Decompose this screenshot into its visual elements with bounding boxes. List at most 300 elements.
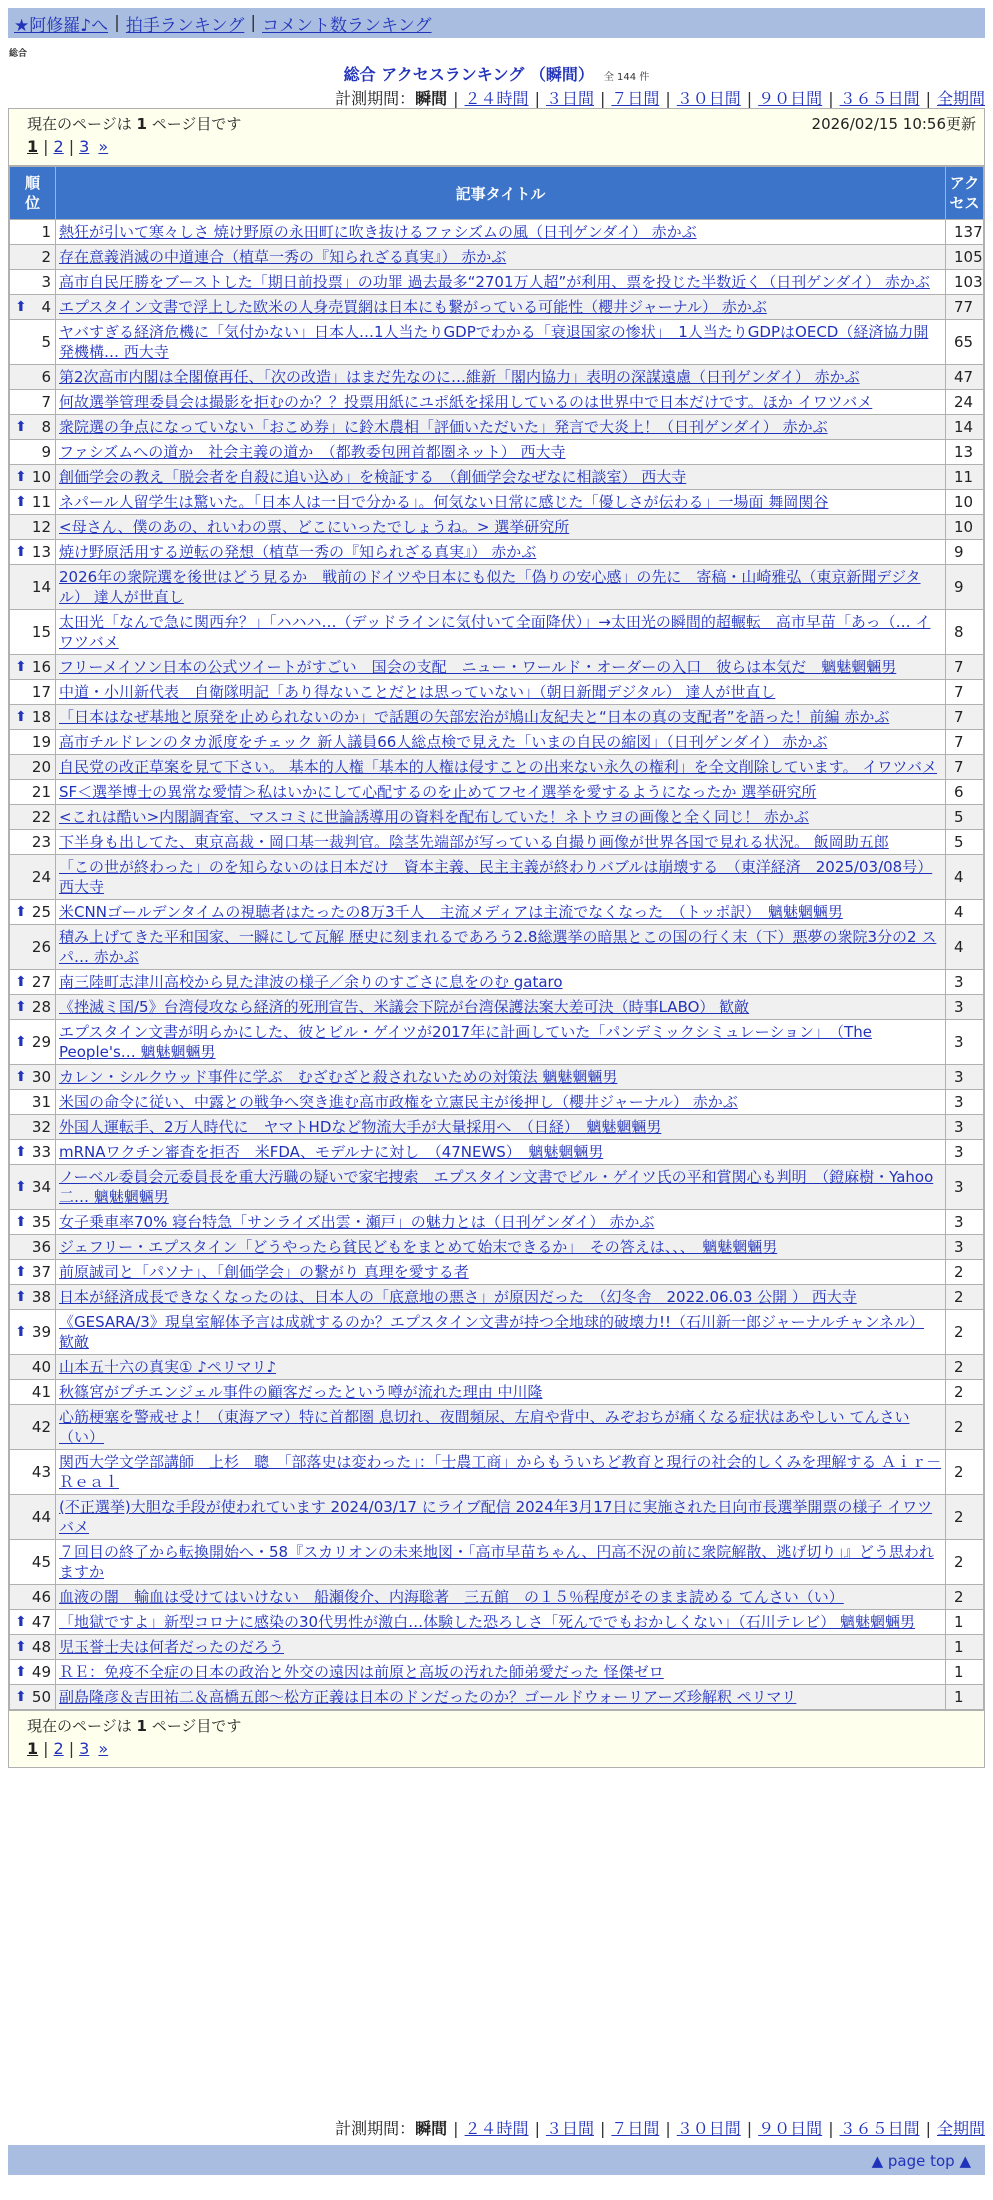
article-title-link[interactable]: 創価学会の教え「脱会者を自殺に追い込め」を検証する （創価学会なぜなに相談室） 西大寺 xyxy=(59,468,687,486)
access-count-cell: 6 xyxy=(946,780,984,805)
table-row xyxy=(10,1635,984,1660)
title-cell xyxy=(56,295,946,320)
access-count-cell: 10 xyxy=(946,490,984,515)
pager-page-2[interactable]: 2 xyxy=(53,1739,64,1758)
table-row xyxy=(10,1540,984,1585)
up-arrow-icon: ⬆ xyxy=(15,974,27,990)
rank-cell xyxy=(10,1405,56,1450)
table-row xyxy=(10,490,984,515)
article-title-link[interactable]: 積み上げてきた平和国家、一瞬にして瓦解 歴史に刻まれるであろう2.8総選挙の暗黒とこの国の行く末（下）悪夢の衆院3分の2 スパ… 赤かぶ xyxy=(59,928,937,966)
rank-cell xyxy=(10,855,56,900)
title-cell xyxy=(56,1685,946,1710)
rank-cell xyxy=(10,1635,56,1660)
rank-cell xyxy=(10,320,56,365)
rank-cell xyxy=(10,1090,56,1115)
rank-cell xyxy=(10,1450,56,1495)
article-title-link[interactable]: 米国の命令に従い、中露との戦争へ突き進む高市政権を立憲民主が後押し（櫻井ジャーナル） 赤かぶ xyxy=(59,1093,738,1111)
access-count-cell: 14 xyxy=(946,415,984,440)
rank-number: 39 xyxy=(31,1323,51,1341)
article-title-link[interactable]: 高市チルドレンのタカ派度をチェック 新人議員66人総点検で見えた「いまの自民の縮図」（日刊ゲンダイ） 赤かぶ xyxy=(59,733,828,751)
updated-timestamp: 2026/02/15 10:56更新 xyxy=(811,115,976,133)
rank-number: 23 xyxy=(31,833,51,851)
title-cell xyxy=(56,320,946,365)
table-row xyxy=(10,705,984,730)
rank-number: 50 xyxy=(31,1688,51,1706)
up-arrow-icon: ⬆ xyxy=(15,1034,27,1050)
article-title-link[interactable]: フリーメイソン日本の公式ツイートがすごい 国会の支配 ニュー・ワールド・オーダーの入口 彼らは本気だ 魑魅魍魎男 xyxy=(59,658,897,676)
rank-cell xyxy=(10,680,56,705)
table-row xyxy=(10,320,984,365)
title-cell xyxy=(56,1065,946,1090)
rank-cell xyxy=(10,1065,56,1090)
access-count-cell: 3 xyxy=(946,1165,984,1210)
article-title-link[interactable]: <これは酷い>内閣調査室、マスコミに世論誘導用の資料を配布していた！ネトウヨの画像と全く同じ！ 赤かぶ xyxy=(59,808,809,826)
ranking-container xyxy=(8,108,985,1768)
title-cell xyxy=(56,1450,946,1495)
rank-number: 45 xyxy=(31,1553,51,1571)
pager-next-link[interactable]: » xyxy=(98,1739,109,1758)
access-count-cell: 5 xyxy=(946,830,984,855)
table-row xyxy=(10,1380,984,1405)
rank-number: 42 xyxy=(31,1418,51,1436)
rank-number: 3 xyxy=(41,273,51,291)
access-count-cell: 3 xyxy=(946,1020,984,1065)
rank-cell xyxy=(10,995,56,1020)
rank-number: 22 xyxy=(31,808,51,826)
article-title-link[interactable]: mRNAワクチン審査を拒否 米FDA、モデルナに対し （47NEWS） 魑魅魍魎男 xyxy=(59,1143,604,1161)
access-count-cell: 1 xyxy=(946,1685,984,1710)
article-title-link[interactable]: ノーベル委員会元委員長を重大汚職の疑いで家宅捜索 エプスタイン文書でビル・ゲイツ氏の平和賞関心も判明 （鐙麻樹・Yahoo二… 魑魅魍魎男 xyxy=(59,1168,934,1206)
title-cell xyxy=(56,1380,946,1405)
access-count-cell: 7 xyxy=(946,705,984,730)
rank-cell xyxy=(10,970,56,995)
rank-cell xyxy=(10,490,56,515)
period-current: 瞬間 xyxy=(415,89,448,108)
article-title-link[interactable]: カレン・シルクウッド事件に学ぶ むざむざと殺されないための対策法 魑魅魍魎男 xyxy=(59,1068,618,1086)
article-title-link[interactable]: 「日本はなぜ基地と原発を止められないのか」で話題の矢部宏治が鳩山友紀夫と“日本の真の支配者”を語った！前編 赤かぶ xyxy=(59,708,890,726)
page-title-text: 総合 アクセスランキング （瞬間） xyxy=(343,65,594,84)
access-count-cell: 3 xyxy=(946,1115,984,1140)
table-row xyxy=(10,515,984,540)
table-row xyxy=(10,390,984,415)
rank-number: 28 xyxy=(31,998,51,1016)
up-arrow-icon: ⬆ xyxy=(15,1689,27,1705)
rank-number: 21 xyxy=(31,783,51,801)
period-link-4[interactable]: ９０日間 xyxy=(758,89,823,108)
table-row xyxy=(10,995,984,1020)
period-label: 計測期間： xyxy=(335,89,416,108)
table-row xyxy=(10,1235,984,1260)
table-row xyxy=(10,1020,984,1065)
rank-number: 37 xyxy=(31,1263,51,1281)
current-page-text-bottom: 現在のページは 1 ページ目です xyxy=(27,1717,242,1735)
rank-number: 32 xyxy=(31,1118,51,1136)
rank-cell xyxy=(10,1310,56,1355)
rank-cell xyxy=(10,390,56,415)
article-title-link[interactable]: 太田光「なんで急に関西弁？」「ハハハ…（デッドラインに気付いて全面降伏）」→太田光の瞬間的超輾転 高市早苗「あっ（… イワツバメ xyxy=(59,613,931,651)
pager-page-3[interactable]: 3 xyxy=(79,137,90,156)
period-separator: | xyxy=(925,2119,931,2138)
table-row xyxy=(10,655,984,680)
title-cell xyxy=(56,925,946,970)
title-cell xyxy=(56,1540,946,1585)
rank-column-header: 順位 xyxy=(10,167,56,220)
access-count-cell: 7 xyxy=(946,655,984,680)
up-arrow-icon: ⬆ xyxy=(15,1069,27,1085)
pager-next-link[interactable]: » xyxy=(98,137,109,156)
period-separator: | xyxy=(453,89,459,108)
period-separator: | xyxy=(599,89,606,108)
article-title-link[interactable]: エプスタイン文書で浮上した欧米の人身売買網は日本にも繋がっている可能性（櫻井ジャーナル） 赤かぶ xyxy=(59,298,767,316)
rank-cell xyxy=(10,1495,56,1540)
title-cell xyxy=(56,855,946,900)
up-arrow-icon: ⬆ xyxy=(15,1614,27,1630)
article-title-link[interactable]: ヤバすぎる経済危機に「気付かない」日本人…1人当たりGDPでわかる「衰退国家の惨状」 1人当たりGDPはOECD（経済協力開発機構… 西大寺 xyxy=(59,323,929,361)
pager-bottom xyxy=(27,1739,108,1758)
period-link-6[interactable]: 全期間 xyxy=(936,2119,985,2138)
period-link-0[interactable]: ２４時間 xyxy=(464,2119,529,2138)
article-title-link[interactable]: 前原誠司と「パソナ」、「創価学会」の繋がり 真理を愛する者 xyxy=(59,1263,469,1281)
article-title-link[interactable]: エプスタイン文書が明らかにした、彼とビル・ゲイツが2017年に計画していた「パンデミックシミュレーション」 （The People's… 魑魅魍魎男 xyxy=(59,1023,872,1061)
rank-number: 7 xyxy=(41,393,51,411)
rank-number: 40 xyxy=(31,1358,51,1376)
rank-number: 18 xyxy=(31,708,51,726)
rank-number: 2 xyxy=(41,248,51,266)
title-cell xyxy=(56,220,946,245)
title-cell xyxy=(56,365,946,390)
article-title-link[interactable]: 秋篠宮がプチエンジェル事件の顧客だったという噂が流れた理由 中川隆 xyxy=(59,1383,543,1401)
access-count-cell: 103 xyxy=(946,270,984,295)
rank-cell xyxy=(10,655,56,680)
count-column-header: アクセス xyxy=(946,167,984,220)
article-title-link[interactable]: 高市自民圧勝をブーストした「期日前投票」の功罪 過去最多“2701万人超”が利用、票を投じた半数近く（日刊ゲンダイ） 赤かぶ xyxy=(59,273,930,291)
period-link-6[interactable]: 全期間 xyxy=(936,89,985,108)
access-count-cell: 3 xyxy=(946,1090,984,1115)
title-cell xyxy=(56,1495,946,1540)
access-count-cell: 1 xyxy=(946,1660,984,1685)
period-link-4[interactable]: ９０日間 xyxy=(758,2119,823,2138)
access-count-cell: 2 xyxy=(946,1355,984,1380)
article-title-link[interactable]: (不正選挙)大胆な手段が使われています 2024/03/17 にライブ配信 2024年3月17日に実施された日向市長選挙開票の様子 イワツバメ xyxy=(59,1498,933,1536)
title-cell xyxy=(56,1260,946,1285)
rank-cell xyxy=(10,1610,56,1635)
up-arrow-icon: ⬆ xyxy=(15,494,27,510)
rank-number: 49 xyxy=(31,1663,51,1681)
title-cell xyxy=(56,1310,946,1355)
rank-number: 15 xyxy=(31,623,51,641)
article-title-link[interactable]: 米CNNゴールデンタイムの視聴者はたったの8万3千人 主流メディアは主流でなくなった （トッポ訳） 魑魅魍魎男 xyxy=(59,903,843,921)
up-arrow-icon: ⬆ xyxy=(15,544,27,560)
rank-number: 10 xyxy=(31,468,51,486)
title-cell xyxy=(56,805,946,830)
rank-number: 36 xyxy=(31,1238,51,1256)
article-title-link[interactable]: 《GESARA/3》現皇室解体予言は成就するのか？エプスタイン文書が持つ全地球的破壊力!!（石川新一郎ジャーナルチャンネル） 歓敵 xyxy=(59,1313,925,1351)
rank-number: 26 xyxy=(31,938,51,956)
article-title-link[interactable]: 副島隆彦＆吉田祐二＆高橋五郎〜松方正義は日本のドンだったのか？ゴールドウォーリアーズ珍解釈 ペリマリ xyxy=(59,1688,797,1706)
title-cell xyxy=(56,830,946,855)
pager-separator: | xyxy=(68,137,75,156)
access-count-cell: 10 xyxy=(946,515,984,540)
period-selector-top xyxy=(335,86,985,109)
access-count-cell: 3 xyxy=(946,1140,984,1165)
table-row xyxy=(10,1610,984,1635)
period-selector-bottom xyxy=(335,2116,985,2139)
ranking-table xyxy=(9,166,984,1710)
access-count-cell: 2 xyxy=(946,1310,984,1355)
period-link-2[interactable]: ７日間 xyxy=(611,2119,660,2138)
access-count-cell: 8 xyxy=(946,610,984,655)
article-title-link[interactable]: 何故選挙管理委員会は撮影を拒むのか？？投票用紙にユポ紙を採用しているのは世界中で日本だけです。ほか イワツバメ xyxy=(59,393,873,411)
article-title-link[interactable]: 焼け野原活用する逆転の発想（植草一秀の『知られざる真実』） 赤かぶ xyxy=(59,543,537,561)
rank-number: 29 xyxy=(31,1033,51,1051)
title-cell xyxy=(56,1165,946,1210)
rank-number: 46 xyxy=(31,1588,51,1606)
access-count-cell: 5 xyxy=(946,805,984,830)
title-cell xyxy=(56,705,946,730)
rank-cell xyxy=(10,1355,56,1380)
category-label: 総合 xyxy=(9,49,28,59)
pager-top xyxy=(27,137,108,156)
period-link-5[interactable]: ３６５日間 xyxy=(839,2119,920,2138)
article-title-link[interactable]: 衆院選の争点になっていない「おこめ券」に鈴木農相「評価いただいた」発言で大炎上！（日刊ゲンダイ） 赤かぶ xyxy=(59,418,828,436)
up-arrow-icon: ⬆ xyxy=(15,659,27,675)
article-title-link[interactable]: 自民党の改正草案を見て下さい。 基本的人権「基本的人権は侵すことの出来ない永久の権利」を全文削除しています。 イワツバメ xyxy=(59,758,938,776)
table-row xyxy=(10,925,984,970)
period-link-0[interactable]: ２４時間 xyxy=(464,89,529,108)
period-link-3[interactable]: ３０日間 xyxy=(676,2119,741,2138)
article-title-link[interactable]: 中道・小川新代表 自衛隊明記「あり得ないことだとは思っていない」（朝日新聞デジタル） 達人が世直し xyxy=(59,683,776,701)
rank-number: 25 xyxy=(31,903,51,921)
period-link-1[interactable]: ３日間 xyxy=(545,89,594,108)
nav-applause-ranking-link[interactable]: 拍手ランキング xyxy=(125,15,245,36)
title-cell xyxy=(56,1610,946,1635)
period-link-3[interactable]: ３０日間 xyxy=(676,89,741,108)
article-title-link[interactable]: ジェフリー・エプスタイン「どうやったら貧民どもをまとめて始末できるか」 その答えは、、、 魑魅魍魎男 xyxy=(59,1238,778,1256)
up-arrow-icon: ⬆ xyxy=(15,1214,27,1230)
rank-cell xyxy=(10,515,56,540)
title-cell xyxy=(56,1285,946,1310)
table-row xyxy=(10,830,984,855)
up-arrow-icon: ⬆ xyxy=(15,419,27,435)
rank-number: 33 xyxy=(31,1143,51,1161)
title-cell xyxy=(56,1585,946,1610)
page-top-link[interactable]: ▲ page top ▲ xyxy=(871,2152,971,2170)
access-count-cell: 7 xyxy=(946,680,984,705)
article-title-link[interactable]: ファシズムへの道か 社会主義の道か （都教委包囲首都圏ネット） 西大寺 xyxy=(59,443,566,461)
table-row xyxy=(10,1310,984,1355)
up-arrow-icon: ⬆ xyxy=(15,709,27,725)
article-title-link[interactable]: ＲＥ：免疫不全症の日本の政治と外交の遠因は前原と高坂の汚れた師弟愛だった 怪傑ゼロ xyxy=(59,1663,664,1681)
article-title-link[interactable]: 血液の闇 輸血は受けてはいけない 船瀬俊介、内海聡著 三五館 の１５％程度がそのまま読める てんさい（い） xyxy=(59,1588,844,1606)
article-title-link[interactable]: 心筋梗塞を警戒せよ！（東海アマ）特に首都圏 息切れ、夜間頻尿、左肩や背中、みぞおちが痛くなる症状はあやしい てんさい（い） xyxy=(59,1408,910,1446)
access-count-cell: 65 xyxy=(946,320,984,365)
table-row xyxy=(10,440,984,465)
pager-page-2[interactable]: 2 xyxy=(53,137,64,156)
period-separator: | xyxy=(746,2119,753,2138)
rank-number: 35 xyxy=(31,1213,51,1231)
pager-current-page: 1 xyxy=(27,137,39,156)
pager-page-3[interactable]: 3 xyxy=(79,1739,90,1758)
rank-number: 48 xyxy=(31,1638,51,1656)
rank-cell xyxy=(10,565,56,610)
pager-space xyxy=(91,137,96,156)
period-separator: | xyxy=(828,2119,834,2138)
access-count-cell: 3 xyxy=(946,1210,984,1235)
up-arrow-icon: ⬆ xyxy=(15,469,27,485)
table-row xyxy=(10,245,984,270)
access-count-cell: 2 xyxy=(946,1540,984,1585)
article-title-link[interactable]: 南三陸町志津川高校から見た津波の様子／余りのすごさに息をのむ gataro xyxy=(59,973,563,991)
rank-number: 41 xyxy=(31,1383,51,1401)
title-cell xyxy=(56,900,946,925)
period-separator: | xyxy=(453,2119,459,2138)
up-arrow-icon: ⬆ xyxy=(15,1639,27,1655)
rank-number: 9 xyxy=(41,443,51,461)
rank-cell xyxy=(10,1165,56,1210)
up-arrow-icon: ⬆ xyxy=(15,1179,27,1195)
title-cell xyxy=(56,755,946,780)
period-separator: | xyxy=(534,2119,540,2138)
access-count-cell: 9 xyxy=(946,565,984,610)
access-count-cell: 9 xyxy=(946,540,984,565)
access-count-cell: 1 xyxy=(946,1635,984,1660)
access-count-cell: 77 xyxy=(946,295,984,320)
table-row xyxy=(10,565,984,610)
article-title-link[interactable]: 女子乗車率70% 寝台特急「サンライズ出雲・瀬戸」の魅力とは（日刊ゲンダイ） 赤かぶ xyxy=(59,1213,655,1231)
rank-number: 8 xyxy=(41,418,51,436)
rank-cell xyxy=(10,295,56,320)
access-count-cell: 3 xyxy=(946,970,984,995)
period-separator: | xyxy=(828,89,834,108)
table-row xyxy=(10,270,984,295)
title-cell xyxy=(56,680,946,705)
article-title-link[interactable]: 《挫滅ミ国/5》台湾侵攻なら経済的死刑宣告、米議会下院が台湾保護法案大差可決（時事LABO） 歓敵 xyxy=(59,998,750,1016)
up-arrow-icon: ⬆ xyxy=(15,904,27,920)
period-link-2[interactable]: ７日間 xyxy=(611,89,660,108)
title-cell xyxy=(56,540,946,565)
rank-cell xyxy=(10,365,56,390)
access-count-cell: 7 xyxy=(946,755,984,780)
table-row xyxy=(10,1585,984,1610)
article-title-link[interactable]: 第2次高市内閣は全閣僚再任、「次の改造」はまだ先なのに…維新「閣内協力」表明の深謀遠慮（日刊ゲンダイ） 赤かぶ xyxy=(59,368,860,386)
rank-cell xyxy=(10,1380,56,1405)
article-title-link[interactable]: ネパール人留学生は驚いた。「日本人は一目で分かる」。何気ない日常に感じた「優しさが伝わる」一場面 舞岡関谷 xyxy=(59,493,829,511)
nav-comment-ranking-link[interactable]: コメント数ランキング xyxy=(262,15,432,36)
rank-cell xyxy=(10,925,56,970)
rank-cell xyxy=(10,1285,56,1310)
nav-asyura-home-link[interactable]: ★阿修羅♪へ xyxy=(14,15,109,36)
rank-number: 31 xyxy=(31,1093,51,1111)
article-title-link[interactable]: ７回目の終了から転換開始へ・58『スカリオンの未来地図・「高市早苗ちゃん、円高不況の前に衆院解散、逃げ切り」』どう思われますか xyxy=(59,1543,934,1581)
access-count-cell: 2 xyxy=(946,1260,984,1285)
access-count-cell: 2 xyxy=(946,1585,984,1610)
rank-number: 43 xyxy=(31,1463,51,1481)
table-row xyxy=(10,1355,984,1380)
rank-number: 1 xyxy=(41,223,51,241)
article-title-link[interactable]: 熱狂が引いて寒々しさ 焼け野原の永田町に吹き抜けるファシズムの風（日刊ゲンダイ） 赤かぶ xyxy=(59,223,697,241)
rank-number: 24 xyxy=(31,868,51,886)
top-nav-bar: ★阿修羅♪へ | 拍手ランキング | コメント数ランキング xyxy=(8,8,985,38)
access-count-cell: 2 xyxy=(946,1450,984,1495)
table-row xyxy=(10,610,984,655)
up-arrow-icon: ⬆ xyxy=(15,1664,27,1680)
title-cell xyxy=(56,440,946,465)
article-title-link[interactable]: 存在意義消滅の中道連合（植草一秀の『知られざる真実』） 赤かぶ xyxy=(59,248,507,266)
article-title-link[interactable]: 関西大学文学部講師 上杉 聰 「部落史は変わった」：「士農工商」からもういちど教育と現行の社会的しくみを理解する Ａｉｒ－Ｒｅａｌ xyxy=(59,1453,942,1491)
title-cell xyxy=(56,465,946,490)
access-count-cell: 24 xyxy=(946,390,984,415)
table-row xyxy=(10,1685,984,1710)
up-arrow-icon: ⬆ xyxy=(15,1324,27,1340)
table-row xyxy=(10,1285,984,1310)
access-count-cell: 11 xyxy=(946,465,984,490)
access-count-cell: 4 xyxy=(946,855,984,900)
title-cell xyxy=(56,415,946,440)
rank-number: 17 xyxy=(31,683,51,701)
title-cell xyxy=(56,655,946,680)
rank-cell xyxy=(10,465,56,490)
period-link-1[interactable]: ３日間 xyxy=(545,2119,594,2138)
article-title-link[interactable]: 児玉誉士夫は何者だったのだろう xyxy=(59,1638,285,1656)
rank-cell xyxy=(10,270,56,295)
pager-separator: | xyxy=(43,1739,49,1758)
access-count-cell: 1 xyxy=(946,1610,984,1635)
article-title-link[interactable]: 外国人運転手、2万人時代に ヤマトHDなど物流大手が大量採用へ （日経） 魑魅魍魎男 xyxy=(59,1118,662,1136)
rank-cell xyxy=(10,610,56,655)
rank-number: 47 xyxy=(31,1613,51,1631)
pager-space xyxy=(91,1739,96,1758)
period-current: 瞬間 xyxy=(415,2119,448,2138)
table-row xyxy=(10,1260,984,1285)
table-row xyxy=(10,1065,984,1090)
period-link-5[interactable]: ３６５日間 xyxy=(839,89,920,108)
rank-number: 6 xyxy=(41,368,51,386)
period-label: 計測期間： xyxy=(335,2119,416,2138)
access-count-cell: 13 xyxy=(946,440,984,465)
access-count-cell: 3 xyxy=(946,995,984,1020)
article-title-link[interactable]: <母さん、僕のあの、れいわの票、どこにいったでしょうね。> 選挙研究所 xyxy=(59,518,570,536)
rank-cell xyxy=(10,245,56,270)
title-cell xyxy=(56,1635,946,1660)
table-row xyxy=(10,730,984,755)
table-row xyxy=(10,855,984,900)
article-title-link[interactable]: 下半身も出してた、東京高裁・岡口基一裁判官。陰茎先端部が写っている自撮り画像が世界各国で見れる状況。 飯岡助五郎 xyxy=(59,833,889,851)
page-info-top xyxy=(9,109,984,166)
title-cell xyxy=(56,1090,946,1115)
article-title-link[interactable]: 山本五十六の真実① ♪ペリマリ♪ xyxy=(59,1358,277,1376)
article-title-link[interactable]: SF＜選挙博士の異常な愛情＞私はいかにして心配するのを止めてフセイ選挙を愛するようになったか 選挙研究所 xyxy=(59,783,817,801)
page-info-bottom xyxy=(9,1710,984,1767)
article-title-link[interactable]: 日本が経済成長できなくなったのは、日本人の「底意地の悪さ」が原因だった （幻冬舎 2022.06.03 公開 ） 西大寺 xyxy=(59,1288,857,1306)
table-row xyxy=(10,1115,984,1140)
up-arrow-icon: ⬆ xyxy=(15,1289,27,1305)
article-title-link[interactable]: 「この世が終わった」のを知らないのは日本だけ 資本主義、民主主義が終わりバブルは崩壊する （東洋経済 2025/03/08号） 西大寺 xyxy=(59,858,933,896)
title-column-header: 記事タイトル xyxy=(56,167,946,220)
rank-number: 12 xyxy=(31,518,51,536)
article-title-link[interactable]: 2026年の衆院選を後世はどう見るか 戦前のドイツや日本にも似た「偽りの安心感」の先に 寄稿・山崎雅弘（東京新聞デジタル） 達人が世直し xyxy=(59,568,921,606)
rank-number: 11 xyxy=(31,493,51,511)
title-cell xyxy=(56,995,946,1020)
up-arrow-icon: ⬆ xyxy=(15,299,27,315)
rank-cell xyxy=(10,730,56,755)
access-count-cell: 2 xyxy=(946,1405,984,1450)
table-row xyxy=(10,805,984,830)
article-title-link[interactable]: 「地獄ですよ」新型コロナに感染の30代男性が激白…体験した恐ろしさ「死んででもおかしくない」（石川テレビ） 魑魅魍魎男 xyxy=(59,1613,916,1631)
rank-cell xyxy=(10,415,56,440)
title-cell xyxy=(56,1020,946,1065)
table-row xyxy=(10,415,984,440)
rank-cell xyxy=(10,540,56,565)
